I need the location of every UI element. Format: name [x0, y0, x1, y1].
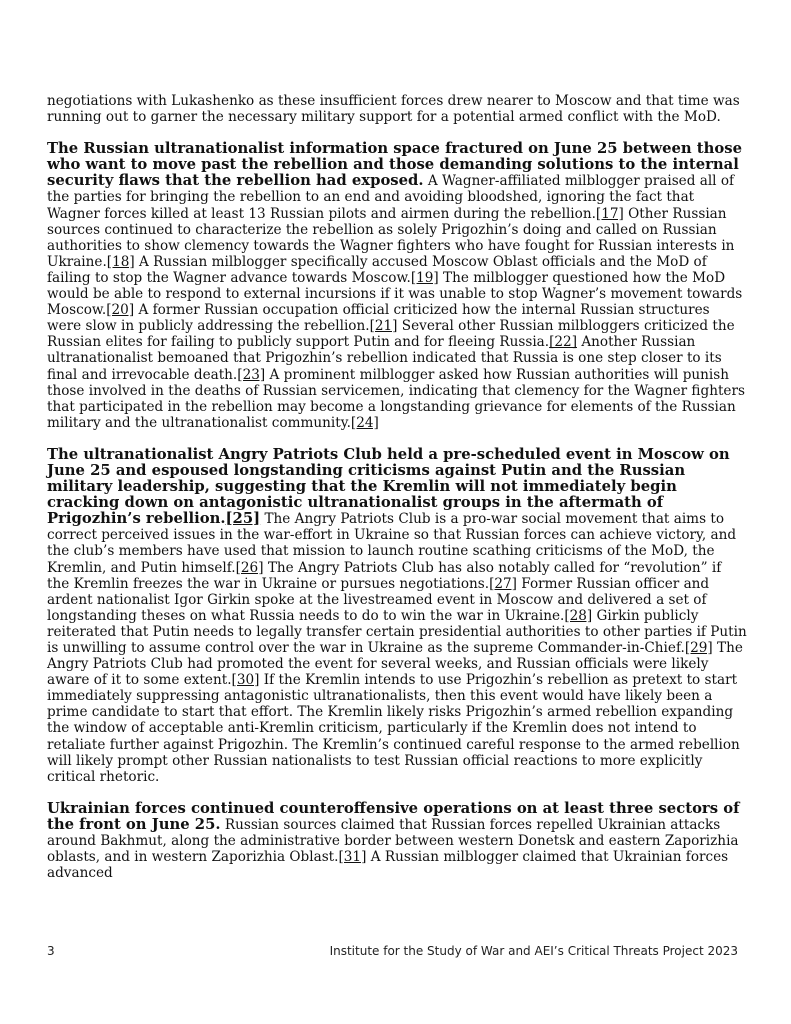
paragraph-text: A former Russian occupation official criticized how the internal Russian structures were slow in publicly addressing the rebellion.: [47, 302, 710, 335]
paragraph-text: Another Russian ultranationalist bemoaned that Prigozhin’s rebellion indicated that Russia is one step closer to its final and irrevocable death.: [47, 334, 722, 383]
paragraph-text: Other Russian sources continued to characterize the rebellion as solely Prigozhin’s doing and called on Russian authorities to show clemency towards the Wagner fighters who have fought for Russian interests in Ukraine.: [47, 205, 735, 270]
paragraph-4: [47, 801, 747, 881]
paragraph-text: A prominent milblogger asked how Russian authorities will punish those involved in the deaths of Russian servicemen, indicating that clemency for the Wagner fighters that participated in the rebellion may become a longstanding grievance for elements of the Russian military and the ultranationalist community.: [47, 366, 745, 431]
paragraph-text: Former Russian officer and ardent nationalist Igor Girkin spoke at the livestreamed event in Moscow and delivered a set of longstanding theses on what Russia needs to do to win the war in Ukraine.: [47, 575, 710, 624]
paragraph-text: A Russian milblogger claimed that Ukrainian forces advanced: [47, 849, 729, 882]
citation-link[interactable]: [24]: [350, 414, 379, 431]
citation-link[interactable]: [30]: [231, 672, 260, 689]
paragraph-text: The Angry Patriots Club had promoted the event for several weeks, and Russian officials were likely aware of it to some extent.: [47, 640, 743, 689]
citation-link[interactable]: [21]: [369, 318, 398, 335]
citation-link[interactable]: [22]: [549, 334, 577, 351]
paragraph-lead: The ultranationalist Angry Patriots Club held a pre-scheduled event in Moscow on June 25 and espoused longstanding criticisms against Putin and the Russian military leadership, suggesting that the Kremlin will not immediately begin cracking down on antagonistic ultranationalist groups in the aftermath of Prigozhin’s rebellion.: [47, 445, 730, 528]
paragraph-text: The Angry Patriots Club is a pro-war social movement that aims to correct perceived issues in the war-effort in Ukraine so that Russian forces can achieve victory, and the club’s members have used that mission to launch routine scathing criticisms of the MoD, the Kremlin, and Putin himself.: [47, 511, 737, 576]
paragraph-lead: The Russian ultranationalist information space fractured on June 25 between those who want to move past the rebellion and those demanding solutions to the internal security flaws that the rebellion had exposed.: [47, 140, 743, 190]
paragraph-lead: Ukrainian forces continued counteroffensive operations on at least three sectors of the front on June 25.: [47, 799, 740, 833]
citation-link[interactable]: [19]: [410, 269, 439, 286]
paragraph-2: [47, 141, 747, 431]
citation-link[interactable]: [23]: [237, 366, 266, 383]
document-body: [47, 93, 747, 897]
paragraph-text: The milblogger questioned how the MoD would be able to respond to external incursions if it was unable to stop Wagner’s movement towards Moscow.: [47, 269, 743, 319]
citation-link[interactable]: [29]: [684, 640, 713, 656]
paragraph-text: Several other Russian milbloggers criticized the Russian elites for failing to publicly support Putin and for fleeing Russia.: [47, 318, 735, 351]
citation-link[interactable]: [28]: [564, 607, 593, 624]
paragraph-body: negotiations with Lukashenko as these insufficient forces drew nearer to Moscow and that time was running out to garner the necessary military support for a potential armed conflict with the MoD.: [47, 93, 740, 126]
citation-link[interactable]: [31]: [338, 849, 367, 866]
citation-link[interactable]: [26]: [235, 559, 264, 576]
citation-link[interactable]: [27]: [489, 575, 517, 592]
paragraph-1: [47, 93, 747, 125]
citation-link[interactable]: [17]: [595, 205, 624, 222]
citation-link[interactable]: [18]: [106, 253, 135, 270]
paragraph-text: The Angry Patriots Club has also notably called for “revolution” if the Kremlin freezes the war in Ukraine or pursues negotiations.: [47, 559, 722, 592]
citation-link[interactable]: [20]: [106, 302, 135, 319]
paragraph-3: [47, 447, 747, 785]
page-number: 3: [47, 944, 55, 958]
paragraph-body: A Wagner-affiliated milblogger praised all of the parties for bringing the rebellion to an end and avoiding bloodshed, ignoring the fact that Wagner forces killed at least 13 Russian pilots and airmen during the rebellion.: [47, 173, 735, 222]
footer-credit: Institute for the Study of War and AEI’s Critical Threats Project 2023: [329, 944, 738, 958]
paragraph-body: Russian sources claimed that Russian forces repelled Ukrainian attacks around Bakhmut, along the administrative border between western Donetsk and eastern Zaporizhia oblasts, and in western Zaporizhia Oblast.: [47, 816, 739, 866]
paragraph-text: A Russian milblogger specifically accused Moscow Oblast officials and the MoD of failing to stop the Wagner advance towards Moscow.: [47, 253, 707, 286]
citation-link[interactable]: [25]: [225, 510, 261, 528]
paragraph-text: Girkin publicly reiterated that Putin needs to legally transfer certain presidential authorities to other parties if Putin is unwilling to assume control over the war in Ukraine as the supreme Commander-in-Chief.: [47, 607, 747, 656]
paragraph-text: If the Kremlin intends to use Prigozhin’s rebellion as pretext to start immediately suppressing antagonistic ultranationalists, then this event would have likely been a prime candidate to start that effort. The Kremlin likely risks Prigozhin’s armed rebellion expanding the window of acceptable anti-Kremlin criticism, particularly if the Kremlin does not intend to retaliate further against Prigozhin. The Kremlin’s continued careful response to the armed rebellion will likely prompt other Russian nationalists to test Russian official reactions to more explicitly critical rhetoric.: [47, 672, 740, 785]
